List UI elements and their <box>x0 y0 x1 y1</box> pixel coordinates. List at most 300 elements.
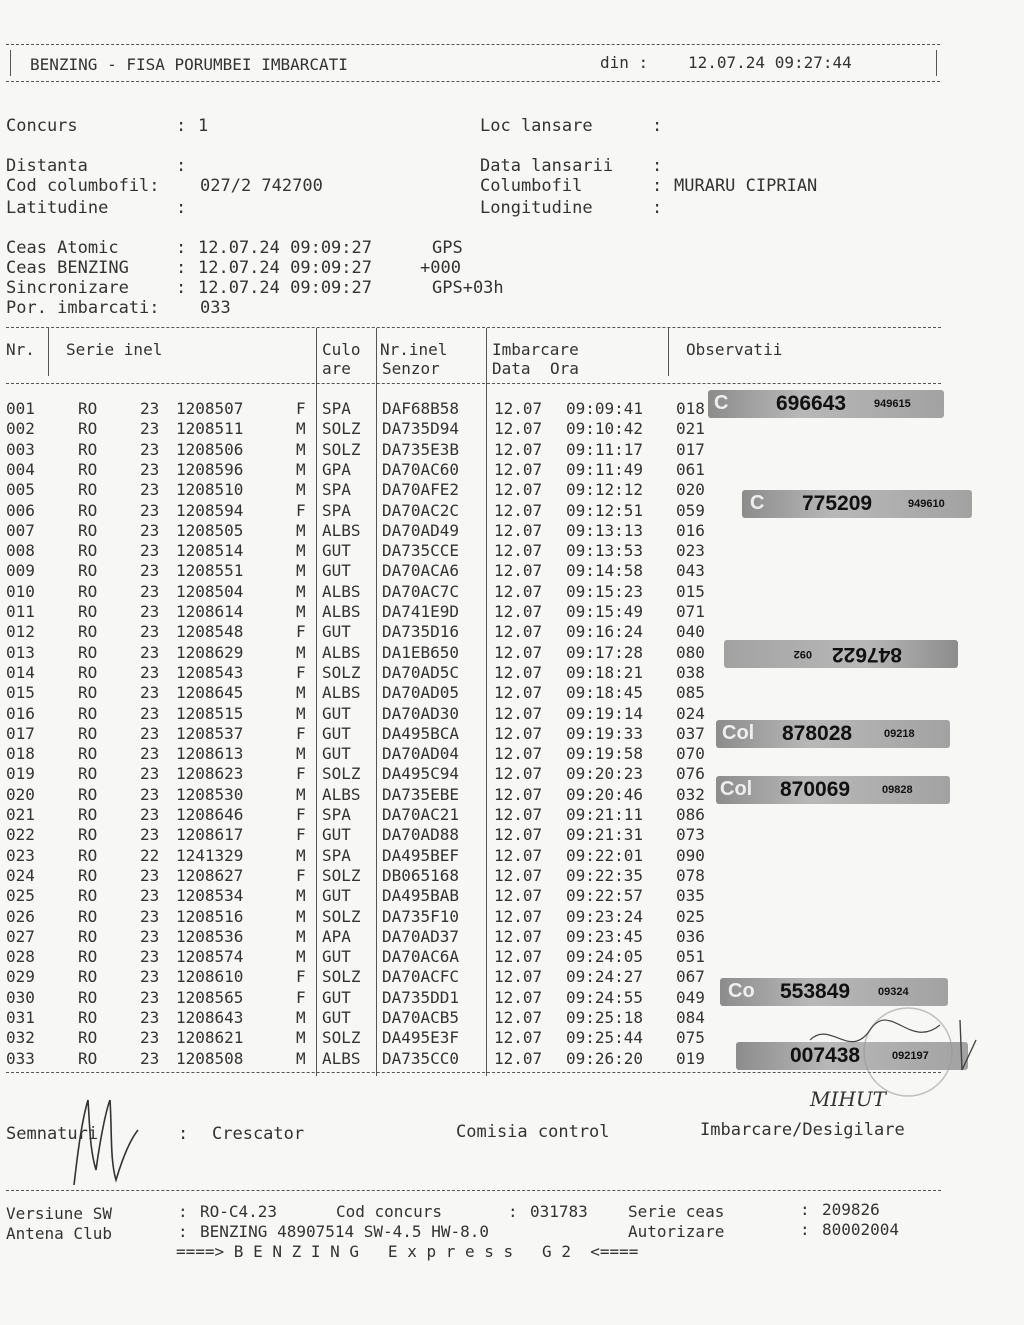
cell-culoare: SPA <box>322 805 351 824</box>
cell-obs: 080 <box>676 643 705 662</box>
cell-obs: 086 <box>676 805 705 824</box>
cod-columbofil-value: 027/2 742700 <box>200 176 323 196</box>
versiune-sw-value: RO-C4.23 <box>200 1202 278 1221</box>
cell-inel: 1208565 <box>176 988 244 1007</box>
cell-tara: RO <box>78 704 98 723</box>
cell-sex: M <box>296 602 306 621</box>
cell-sex: F <box>296 988 306 1007</box>
distanta-colon: : <box>176 156 187 176</box>
table-row <box>0 947 720 967</box>
cell-inel: 1241329 <box>176 846 244 865</box>
cell-data: 12.07 <box>494 704 543 723</box>
cell-obs: 016 <box>676 521 705 540</box>
ceas-atomic-colon: : <box>176 238 187 258</box>
cell-tara: RO <box>78 988 98 1007</box>
cell-an: 23 <box>140 501 160 520</box>
cell-ora: 09:18:21 <box>566 663 644 682</box>
cell-nr: 026 <box>6 907 35 926</box>
stamp-2-prefix: C <box>750 492 765 514</box>
cell-senzor: DA70AD30 <box>382 704 460 723</box>
cell-ora: 09:26:20 <box>566 1049 644 1068</box>
cell-inel: 1208543 <box>176 663 244 682</box>
cell-data: 12.07 <box>494 1049 543 1068</box>
table-row <box>0 825 720 845</box>
cell-ora: 09:23:45 <box>566 927 644 946</box>
cell-sex: F <box>296 663 306 682</box>
cell-an: 23 <box>140 886 160 905</box>
cell-senzor: DA1EB650 <box>382 643 460 662</box>
cell-data: 12.07 <box>494 419 543 438</box>
cell-an: 22 <box>140 846 160 865</box>
cod-columbofil-label: Cod columbofil: <box>6 176 160 196</box>
cell-senzor: DA735CC0 <box>382 1049 460 1068</box>
autorizare-value: 80002004 <box>822 1220 900 1239</box>
cell-ora: 09:15:49 <box>566 602 644 621</box>
cell-ora: 09:12:51 <box>566 501 644 520</box>
cell-obs: 025 <box>676 907 705 926</box>
semnaturi-colon: : <box>178 1124 189 1144</box>
table-row <box>0 785 720 805</box>
cell-tara: RO <box>78 683 98 702</box>
cell-culoare: ALBS <box>322 643 361 662</box>
cell-sex: M <box>296 1008 306 1027</box>
cell-inel: 1208613 <box>176 744 244 763</box>
serie-ceas-colon: : <box>800 1200 810 1219</box>
cell-nr: 007 <box>6 521 35 540</box>
table-row <box>0 602 720 622</box>
cell-ora: 09:24:55 <box>566 988 644 1007</box>
stamp-2 <box>742 490 972 518</box>
cell-sex: M <box>296 907 306 926</box>
cell-inel: 1208504 <box>176 582 244 601</box>
cell-culoare: GUT <box>322 561 351 580</box>
cell-inel: 1208621 <box>176 1028 244 1047</box>
cell-sex: F <box>296 967 306 986</box>
cell-ora: 09:12:12 <box>566 480 644 499</box>
cell-obs: 015 <box>676 582 705 601</box>
table-row <box>0 582 720 602</box>
cell-sex: F <box>296 805 306 824</box>
stamp-4-number: 878028 <box>782 722 853 745</box>
ceas-benzing-colon: : <box>176 258 187 278</box>
data-lansarii-label: Data lansarii <box>480 156 614 176</box>
cell-nr: 011 <box>6 602 35 621</box>
cell-sex: M <box>296 1049 306 1068</box>
cell-data: 12.07 <box>494 907 543 926</box>
stamp-4-prefix: Col <box>722 722 755 744</box>
cell-ora: 09:24:05 <box>566 947 644 966</box>
cell-ora: 09:09:41 <box>566 399 644 418</box>
cell-an: 23 <box>140 907 160 926</box>
ceas-atomic-suffix: GPS <box>432 238 463 258</box>
cell-an: 23 <box>140 1008 160 1027</box>
cell-nr: 022 <box>6 825 35 844</box>
table-row <box>0 805 720 825</box>
cell-inel: 1208629 <box>176 643 244 662</box>
crescator-signature-icon <box>60 1090 170 1200</box>
columbofil-label: Columbofil <box>480 176 583 196</box>
cell-an: 23 <box>140 785 160 804</box>
cell-sex: M <box>296 541 306 560</box>
cell-tara: RO <box>78 663 98 682</box>
stamp-4-small: 09218 <box>884 728 915 740</box>
cod-concurs-colon: : <box>508 1202 518 1221</box>
table-row <box>0 988 720 1008</box>
cell-tara: RO <box>78 419 98 438</box>
crescator-label: Crescator <box>212 1124 305 1144</box>
cell-culoare: SPA <box>322 480 351 499</box>
cell-senzor: DA495C94 <box>382 764 460 783</box>
table-row <box>0 683 720 703</box>
cell-an: 23 <box>140 561 160 580</box>
comisia-control-label: Comisia control <box>456 1122 610 1142</box>
cell-tara: RO <box>78 825 98 844</box>
cell-nr: 016 <box>6 704 35 723</box>
cell-culoare: SOLZ <box>322 866 361 885</box>
table-row <box>0 967 720 987</box>
cell-an: 23 <box>140 947 160 966</box>
document-title: BENZING - FISA PORUMBEI IMBARCATI <box>30 55 348 74</box>
cell-inel: 1208530 <box>176 785 244 804</box>
cell-sex: M <box>296 683 306 702</box>
cell-culoare: SOLZ <box>322 440 361 459</box>
cell-culoare: GUT <box>322 1008 351 1027</box>
cell-data: 12.07 <box>494 440 543 459</box>
cell-culoare: SOLZ <box>322 663 361 682</box>
columbofil-colon: : <box>652 176 663 196</box>
title-box-left-border <box>10 50 11 76</box>
cell-ora: 09:25:44 <box>566 1028 644 1047</box>
cell-nr: 023 <box>6 846 35 865</box>
cell-data: 12.07 <box>494 866 543 885</box>
table-row <box>0 480 720 500</box>
table-row <box>0 704 720 724</box>
cell-senzor: DA70AC21 <box>382 805 460 824</box>
table-row <box>0 764 720 784</box>
stamp-1 <box>708 390 944 418</box>
sincronizare-suffix: GPS+03h <box>432 278 504 298</box>
cell-data: 12.07 <box>494 1028 543 1047</box>
cell-nr: 004 <box>6 460 35 479</box>
cell-tara: RO <box>78 643 98 662</box>
col-header-ora: Ora <box>550 359 579 378</box>
table-row <box>0 846 720 866</box>
cell-obs: 019 <box>676 1049 705 1068</box>
stamp-6-prefix: Co <box>728 980 755 1002</box>
cell-sex: M <box>296 460 306 479</box>
cell-culoare: SPA <box>322 501 351 520</box>
cell-ora: 09:18:45 <box>566 683 644 702</box>
cell-inel: 1208623 <box>176 764 244 783</box>
cell-sex: M <box>296 419 306 438</box>
cell-inel: 1208536 <box>176 927 244 946</box>
cell-tara: RO <box>78 724 98 743</box>
cell-senzor: DA70ACA6 <box>382 561 460 580</box>
col-header-culoare-1: Culo <box>322 340 361 359</box>
cell-sex: M <box>296 704 306 723</box>
cell-tara: RO <box>78 440 98 459</box>
cell-obs: 043 <box>676 561 705 580</box>
ceas-benzing-value: 12.07.24 09:09:27 <box>198 258 372 278</box>
stamp-5-number: 870069 <box>780 778 851 801</box>
cell-sex: M <box>296 886 306 905</box>
cell-obs: 073 <box>676 825 705 844</box>
cell-obs: 040 <box>676 622 705 641</box>
cell-nr: 015 <box>6 683 35 702</box>
footer-rule <box>6 1190 941 1191</box>
cell-obs: 051 <box>676 947 705 966</box>
stamp-3-small: 092 <box>793 648 812 660</box>
cell-senzor: DA735CCE <box>382 541 460 560</box>
cell-obs: 090 <box>676 846 705 865</box>
cell-data: 12.07 <box>494 521 543 540</box>
col-header-culoare-2: are <box>322 359 351 378</box>
table-row <box>0 440 720 460</box>
cell-data: 12.07 <box>494 460 543 479</box>
cell-obs: 071 <box>676 602 705 621</box>
col-header-imbarcare: Imbarcare <box>492 340 579 359</box>
cell-inel: 1208594 <box>176 501 244 520</box>
cell-an: 23 <box>140 825 160 844</box>
stamp-4 <box>716 720 950 748</box>
cell-tara: RO <box>78 521 98 540</box>
cell-an: 23 <box>140 541 160 560</box>
cell-sex: F <box>296 866 306 885</box>
cell-inel: 1208507 <box>176 399 244 418</box>
cell-tara: RO <box>78 947 98 966</box>
cell-tara: RO <box>78 886 98 905</box>
cell-data: 12.07 <box>494 785 543 804</box>
stamp-3 <box>724 640 958 668</box>
cell-inel: 1208610 <box>176 967 244 986</box>
cell-obs: 070 <box>676 744 705 763</box>
cell-obs: 017 <box>676 440 705 459</box>
cell-tara: RO <box>78 1028 98 1047</box>
cell-data: 12.07 <box>494 399 543 418</box>
cell-data: 12.07 <box>494 622 543 641</box>
cell-sex: F <box>296 724 306 743</box>
stamp-5-small: 09828 <box>882 784 913 796</box>
cell-senzor: DA70AC6A <box>382 947 460 966</box>
stamp-3-number: 847622 <box>831 643 902 666</box>
cell-an: 23 <box>140 602 160 621</box>
cell-ora: 09:20:23 <box>566 764 644 783</box>
stamp-5-prefix: Col <box>720 778 753 800</box>
cell-data: 12.07 <box>494 643 543 662</box>
antena-club-colon: : <box>178 1222 188 1241</box>
table-row <box>0 460 720 480</box>
cell-culoare: SOLZ <box>322 419 361 438</box>
cell-obs: 075 <box>676 1028 705 1047</box>
serie-ceas-value: 209826 <box>822 1200 880 1219</box>
cell-sex: M <box>296 927 306 946</box>
cell-an: 23 <box>140 521 160 540</box>
col-header-nr-inel-1: Nr.inel <box>380 340 448 359</box>
cell-inel: 1208506 <box>176 440 244 459</box>
table-row <box>0 663 720 683</box>
stamp-5 <box>716 776 950 804</box>
cell-culoare: GUT <box>322 825 351 844</box>
cell-ora: 09:16:24 <box>566 622 644 641</box>
cell-culoare: SOLZ <box>322 1028 361 1047</box>
cell-nr: 024 <box>6 866 35 885</box>
table-row <box>0 541 720 561</box>
cell-an: 23 <box>140 704 160 723</box>
cell-ora: 09:25:18 <box>566 1008 644 1027</box>
cell-culoare: GUT <box>322 988 351 1007</box>
cell-ora: 09:22:01 <box>566 846 644 865</box>
stamp-2-small: 949610 <box>908 498 945 510</box>
table-row <box>0 561 720 581</box>
table-row <box>0 501 720 521</box>
cell-nr: 032 <box>6 1028 35 1047</box>
stamp-1-small: 949615 <box>874 398 911 410</box>
cell-ora: 09:11:49 <box>566 460 644 479</box>
cell-nr: 014 <box>6 663 35 682</box>
cell-tara: RO <box>78 602 98 621</box>
stamp-7-small: 092197 <box>892 1050 929 1062</box>
data-lansarii-colon: : <box>652 156 663 176</box>
cell-inel: 1208614 <box>176 602 244 621</box>
cell-tara: RO <box>78 907 98 926</box>
cell-tara: RO <box>78 561 98 580</box>
cell-nr: 019 <box>6 764 35 783</box>
cell-an: 23 <box>140 764 160 783</box>
cell-ora: 09:13:13 <box>566 521 644 540</box>
cell-data: 12.07 <box>494 967 543 986</box>
cell-obs: 076 <box>676 764 705 783</box>
cell-inel: 1208548 <box>176 622 244 641</box>
cell-ora: 09:17:28 <box>566 643 644 662</box>
table-row <box>0 1049 720 1069</box>
ceas-atomic-value: 12.07.24 09:09:27 <box>198 238 372 258</box>
cell-culoare: GUT <box>322 744 351 763</box>
cell-an: 23 <box>140 663 160 682</box>
cell-sex: M <box>296 1028 306 1047</box>
cell-ora: 09:22:35 <box>566 866 644 885</box>
cell-senzor: DA495BAB <box>382 886 460 905</box>
cell-culoare: GUT <box>322 622 351 641</box>
cell-nr: 006 <box>6 501 35 520</box>
sincronizare-value: 12.07.24 09:09:27 <box>198 278 372 298</box>
cell-data: 12.07 <box>494 988 543 1007</box>
table-row <box>0 866 720 886</box>
cell-tara: RO <box>78 927 98 946</box>
autorizare-label: Autorizare <box>628 1222 725 1241</box>
cell-culoare: ALBS <box>322 582 361 601</box>
date-label: din : <box>600 53 649 72</box>
cell-obs: 024 <box>676 704 705 723</box>
stamp-1-prefix: C <box>714 392 729 414</box>
cell-tara: RO <box>78 744 98 763</box>
columbofil-value: MURARU CIPRIAN <box>674 176 818 196</box>
cell-senzor: DA70AFE2 <box>382 480 460 499</box>
cell-data: 12.07 <box>494 724 543 743</box>
cell-inel: 1208627 <box>176 866 244 885</box>
cell-inel: 1208537 <box>176 724 244 743</box>
cell-data: 12.07 <box>494 744 543 763</box>
cell-inel: 1208516 <box>176 907 244 926</box>
cell-an: 23 <box>140 643 160 662</box>
cell-obs: 078 <box>676 866 705 885</box>
cell-data: 12.07 <box>494 663 543 682</box>
cell-nr: 001 <box>6 399 35 418</box>
cell-an: 23 <box>140 480 160 499</box>
cell-nr: 003 <box>6 440 35 459</box>
imbarcare-desigilare-label: Imbarcare/Desigilare <box>700 1120 905 1140</box>
cell-culoare: GUT <box>322 704 351 723</box>
cell-senzor: DA735D16 <box>382 622 460 641</box>
cell-nr: 031 <box>6 1008 35 1027</box>
col-header-serie-inel: Serie inel <box>66 340 163 359</box>
cell-obs: 020 <box>676 480 705 499</box>
cell-ora: 09:22:57 <box>566 886 644 905</box>
table-row <box>0 399 720 419</box>
cell-data: 12.07 <box>494 582 543 601</box>
stamp-7-number: 007438 <box>790 1044 861 1067</box>
cell-obs: 049 <box>676 988 705 1007</box>
cell-obs: 061 <box>676 460 705 479</box>
cell-sex: F <box>296 825 306 844</box>
cell-an: 23 <box>140 724 160 743</box>
versiune-sw-colon: : <box>178 1202 188 1221</box>
table-row <box>0 622 720 642</box>
col-sep-5 <box>668 328 669 376</box>
cell-inel: 1208645 <box>176 683 244 702</box>
cell-data: 12.07 <box>494 927 543 946</box>
cell-sex: F <box>296 501 306 520</box>
cell-ora: 09:21:11 <box>566 805 644 824</box>
ceas-benzing-suffix: +000 <box>420 258 461 278</box>
cell-culoare: GUT <box>322 724 351 743</box>
cell-culoare: ALBS <box>322 683 361 702</box>
col-header-data: Data <box>492 359 531 378</box>
cell-data: 12.07 <box>494 825 543 844</box>
benzing-express-banner: ====> B E N Z I N G E x p r e s s G 2 <==== <box>176 1242 639 1261</box>
cell-senzor: DA70ACFC <box>382 967 460 986</box>
serie-ceas-label: Serie ceas <box>628 1202 725 1221</box>
cell-nr: 013 <box>6 643 35 662</box>
cell-inel: 1208574 <box>176 947 244 966</box>
table-row <box>0 1028 720 1048</box>
cell-an: 23 <box>140 622 160 641</box>
cell-ora: 09:19:33 <box>566 724 644 743</box>
cell-ora: 09:19:14 <box>566 704 644 723</box>
cell-ora: 09:21:31 <box>566 825 644 844</box>
cell-senzor: DA735F10 <box>382 907 460 926</box>
cell-senzor: DA70AD05 <box>382 683 460 702</box>
cell-culoare: SOLZ <box>322 764 361 783</box>
cell-senzor: DAF68B58 <box>382 399 460 418</box>
concurs-value: 1 <box>198 116 209 136</box>
cell-ora: 09:10:42 <box>566 419 644 438</box>
cell-nr: 018 <box>6 744 35 763</box>
cell-tara: RO <box>78 480 98 499</box>
antena-club-value: BENZING 48907514 SW-4.5 HW-8.0 <box>200 1222 489 1241</box>
cell-culoare: SOLZ <box>322 967 361 986</box>
title-box-right-border <box>936 50 937 76</box>
col-sep-1 <box>48 328 49 376</box>
cell-inel: 1208514 <box>176 541 244 560</box>
cell-senzor: DA70AD49 <box>382 521 460 540</box>
cod-concurs-value: 031783 <box>530 1202 588 1221</box>
cell-nr: 028 <box>6 947 35 966</box>
table-row <box>0 907 720 927</box>
concurs-colon: : <box>176 116 197 136</box>
cell-culoare: SOLZ <box>322 907 361 926</box>
cell-an: 23 <box>140 683 160 702</box>
cell-culoare: ALBS <box>322 602 361 621</box>
